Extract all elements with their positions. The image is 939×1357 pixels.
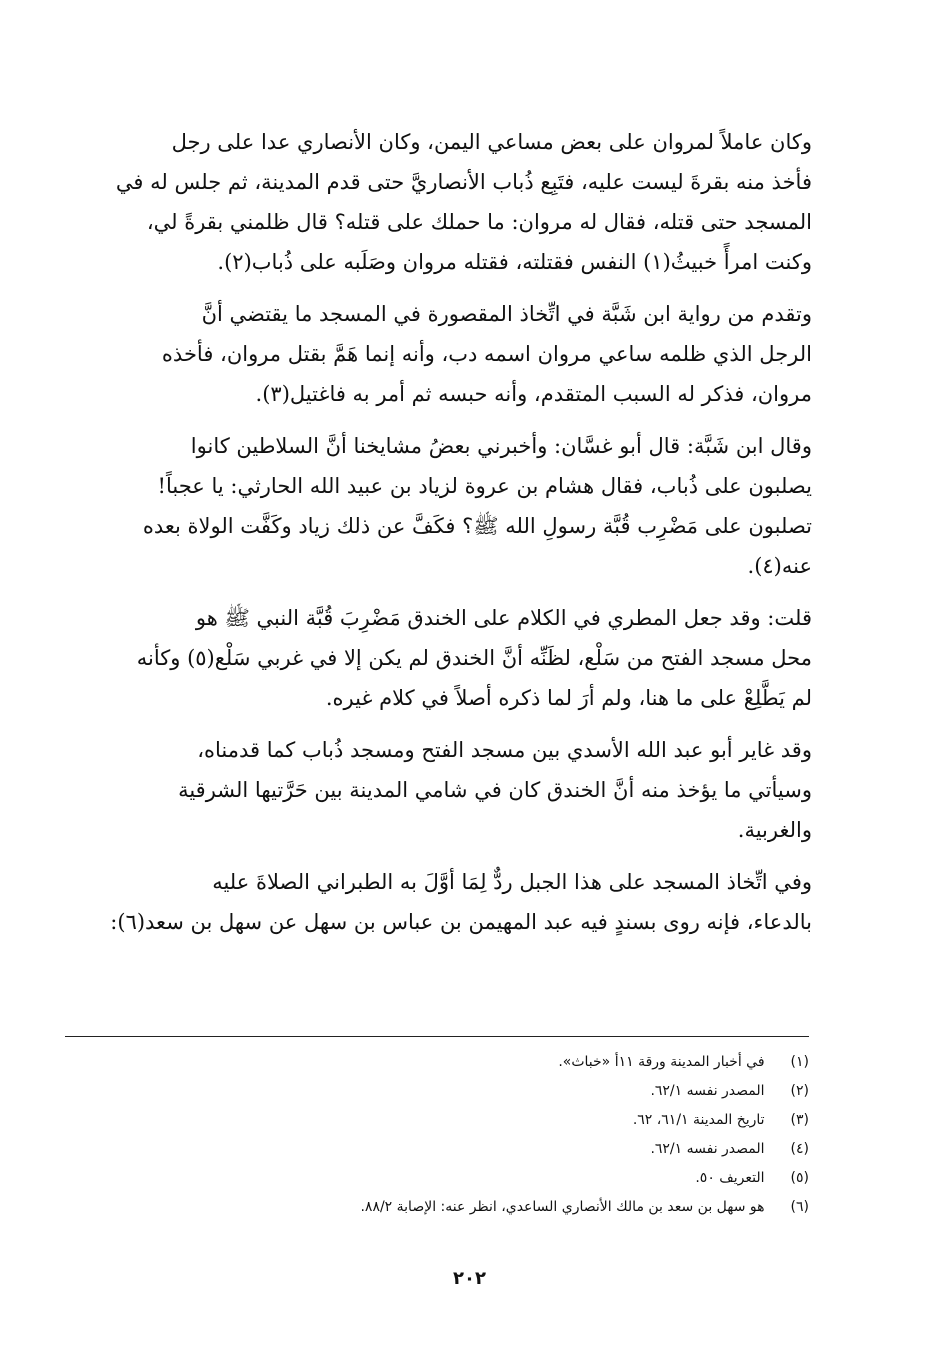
text-line: وقال ابن شَبَّة: قال أبو غسَّان: وأخبرني بعضُ مشايخنا أنَّ السلاطين كانوا: [190, 434, 812, 458]
footnote-number: (٤): [790, 1141, 809, 1157]
footnote-divider: [65, 1036, 809, 1037]
footnote-text: تاريخ المدينة ٦١/١، ٦٢.: [632, 1112, 765, 1128]
text-line: وفي اتِّخاذ المسجد على هذا الجبل ردٌّ لِمَا أوَّلَ به الطبراني الصلاةَ عليه: [212, 870, 812, 894]
footnote-item: [65, 1048, 809, 1077]
text-line: وتقدم من رواية ابن شَبَّة في اتِّخاذ المقصورة في المسجد ما يقتضي أنَّ: [201, 302, 812, 326]
footnote-item: [65, 1164, 809, 1193]
page-number: ٢٠٢: [453, 1268, 486, 1289]
text-line: لم يَطَّلِعْ على ما هنا، ولم أرَ لما ذكره أصلاً في كلام غيره.: [325, 686, 812, 710]
main-text: [60, 122, 812, 954]
text-line: مروان، فذكر له السبب المتقدم، وأنه حبسه ثم أمر به فاغتيل(٣).: [255, 382, 812, 406]
text-line: المسجد حتى قتله، فقال له مروان: ما حملك على قتله؟ قال ظلمني بقرةً لي،: [146, 210, 812, 234]
footnote-item: [65, 1077, 809, 1106]
footnote-number: (١): [790, 1054, 809, 1070]
footnote-item: [65, 1193, 809, 1222]
text-line: محل مسجد الفتح من سَلْع، لظَنِّه أنَّ الخندق لم يكن إلا في غربي سَلْع(٥) وكأنه: [136, 646, 812, 670]
text-line: وكان عاملاً لمروان على بعض مساعي اليمن، وكان الأنصاري عدا على رجل: [171, 130, 812, 154]
paragraph-1: [60, 122, 812, 282]
text-line: وسيأتي ما يؤخذ منه أنَّ الخندق كان في شامي المدينة بين حَرَّتيها الشرقية: [178, 778, 812, 802]
paragraph-5: [60, 730, 812, 850]
text-line: قلت: وقد جعل المطري في الكلام على الخندق مَضْرِبَ قُبَّة النبي ﷺ هو: [195, 606, 812, 630]
paragraph-6: [60, 862, 812, 942]
footnote-text: في أخبار المدينة ورقة ١١أ «خباث».: [558, 1054, 765, 1070]
text-line: فأخذ منه بقرةَ ليست عليه، فتَبِع ذُباب الأنصاريَّ حتى قدم المدينة، ثم جلس له في: [115, 170, 812, 194]
footnote-text: هو سهل بن سعد بن مالك الأنصاري الساعدي، انظر عنه: الإصابة ٨٨/٢.: [360, 1199, 765, 1215]
paragraph-4: [60, 598, 812, 718]
footnotes: [65, 1048, 809, 1222]
text-line: تصلبون على مَضْرِب قُبَّة رسولِ الله ﷺ؟ فكَفَّ عن ذلك زياد وكَفَّت الولاة بعده: [142, 514, 812, 538]
footnote-number: (٢): [790, 1083, 809, 1099]
paragraph-3: [60, 426, 812, 586]
text-line: والغربية.: [737, 818, 812, 842]
footnote-number: (٣): [790, 1112, 809, 1128]
footnote-number: (٥): [790, 1170, 809, 1186]
footnote-item: [65, 1106, 809, 1135]
footnote-text: المصدر نفسه ٦٢/١.: [650, 1141, 765, 1157]
text-line: يصلبون على ذُباب، فقال هشام بن عروة لزياد بن عبيد الله الحارثي: يا عجباً!: [157, 474, 812, 498]
text-line: بالدعاء، فإنه روى بسندٍ فيه عبد المهيمن بن عباس بن سهل عن سهل بن سعد(٦):: [110, 910, 812, 934]
footnote-text: التعريف ٥٠.: [695, 1170, 765, 1186]
text-line: الرجل الذي ظلمه ساعي مروان اسمه دب، وأنه إنما هَمَّ بقتل مروان، فأخذه: [161, 342, 812, 366]
text-line: وكنت امرأً خبيثُ(١) النفس فقتلته، فقتله مروان وصَلَبه على ذُباب(٢).: [217, 250, 812, 274]
text-line: عنه(٤).: [747, 554, 812, 578]
text-line: وقد غاير أبو عبد الله الأسدي بين مسجد الفتح ومسجد ذُباب كما قدمناه،: [197, 738, 812, 762]
footnote-item: [65, 1135, 809, 1164]
footnote-text: المصدر نفسه ٦٢/١.: [650, 1083, 765, 1099]
paragraph-2: [60, 294, 812, 414]
footnote-number: (٦): [790, 1199, 809, 1215]
